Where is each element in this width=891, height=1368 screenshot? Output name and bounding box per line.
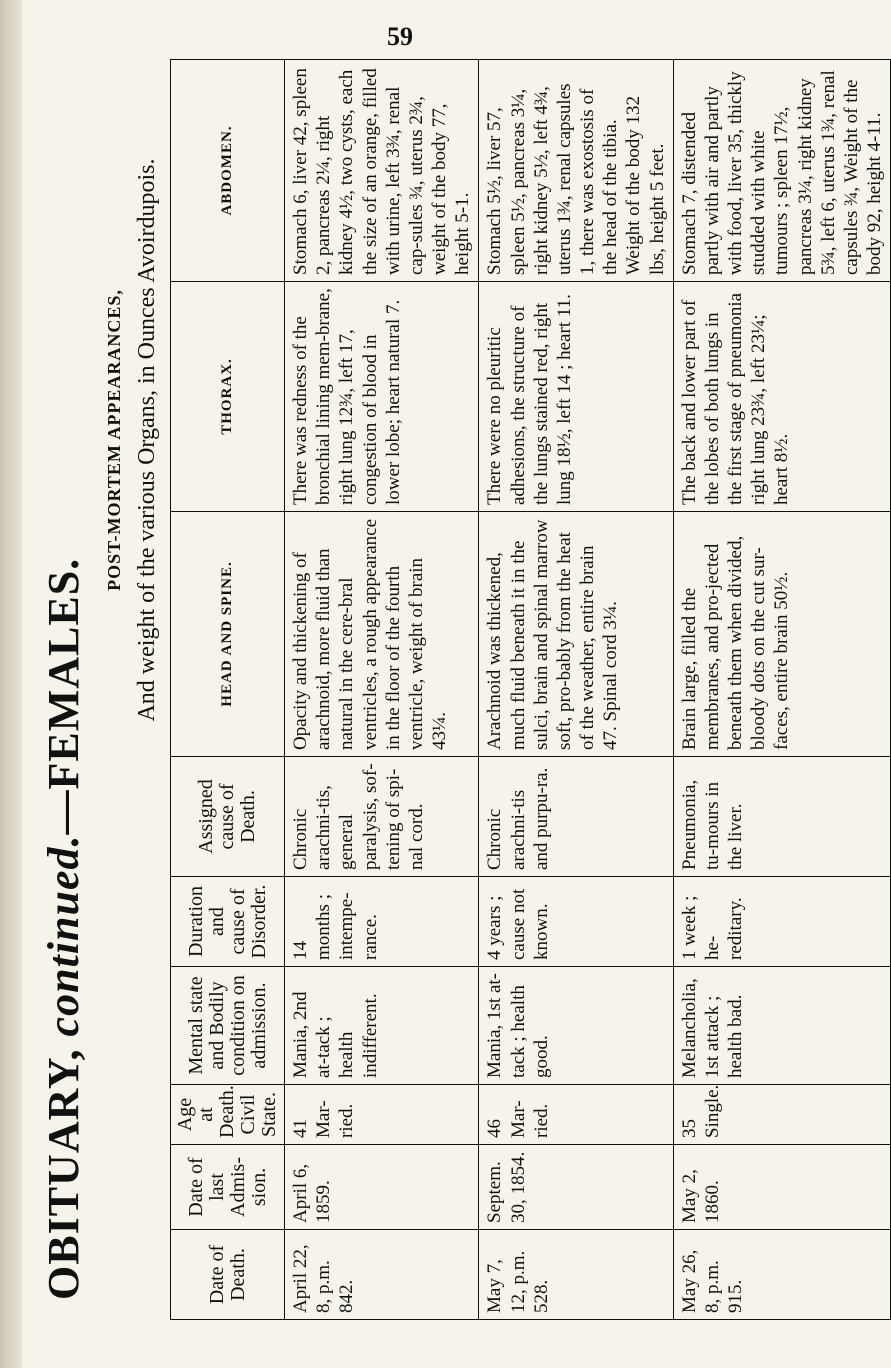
cell-mental-state: Melancholia, 1st attack ; health bad. [673,967,891,1085]
rotated-page-content [30,60,886,1320]
col-abdomen: ABDOMEN. [171,60,285,282]
cell-abdomen: Stomach 6, liver 42, spleen 2, pancreas 2¼, right kidney 4½, two cysts, each the size of an orange, filled with urine, left 3¾, renal cap-sules ¾, uterus 2¾, weight of the body 77, height 5-1. [285,60,479,282]
cell-age: 35 Single. [673,1085,891,1145]
col-mental-state: Mental state and Bodily condition on admission. [171,967,285,1085]
cell-thorax: The back and lower part of the lobes of both lungs in the first stage of pneumonia right lung 23¾, left 23¼; heart 8½. [673,282,891,512]
obituary-table [170,59,891,1320]
cell-head-and-spine: Arachnoid was thickened, much fluid beneath it in the sulci, brain and spinal marrow soft, pro-bably from the heat of the weather, entire brain 47. Spinal cord 3¼. [479,512,673,757]
post-mortem-subheading: And weight of the various Organs, in Ounces Avoirdupois. [134,158,160,722]
col-age-civil-state: Age at Death. Civil State. [171,1085,285,1145]
col-assigned-cause: Assigned cause of Death. [171,757,285,877]
cell-assigned-cause: Pneumonia, tu-mours in the liver. [673,757,891,877]
cell-date-of-death: May 26, 8, p.m. 915. [673,1230,891,1320]
cell-thorax: There was redness of the bronchial lining mem-brane, right lung 12¾, left 17, congestion of blood in lower lobe; heart natural 7. [285,282,479,512]
cell-mental-state: Mania, 2nd at-tack ; health indifferent. [285,967,479,1085]
col-thorax: THORAX. [171,282,285,512]
running-title-main: OBITUARY, [39,1048,88,1300]
cell-duration: 4 years ; cause not known. [479,877,673,967]
col-date-of-death: Date of Death. [171,1230,285,1320]
col-duration: Duration and cause of Disorder. [171,877,285,967]
cell-duration: 1 week ; he-reditary. [673,877,891,967]
cell-head-and-spine: Opacity and thickening of arachnoid, more fluid than natural in the cere-bral ventricles, a rough appearance in the floor of the fourth ventricle, weight of brain 43¼. [285,512,479,757]
running-title-continued: continued. [39,834,88,1037]
page-number: 59 [387,22,413,51]
cell-date-of-death: May 7, 12, p.m. 528. [479,1230,673,1320]
cell-assigned-cause: Chronic arachni-tis, general paralysis, sof-tening of spi-nal cord. [285,757,479,877]
cell-date-of-admission: May 2, 1860. [673,1145,891,1230]
cell-date-of-death: April 22, 8, p.m. 842. [285,1230,479,1320]
header-row [171,60,285,1320]
running-title [38,80,89,1300]
col-head-and-spine: HEAD AND SPINE. [171,512,285,757]
running-title-females: —FEMALES. [39,557,88,835]
cell-age: 46 Mar-ried. [479,1085,673,1145]
cell-abdomen: Stomach 7, distended partly with air and partly with food, liver 35, thickly studded with white tumours ; spleen 17½, pancreas 3¼, right kidney 5¾, left 6, uterus 1¾, renal capsules ¾, Weight of the body 92, height 4-11. [673,60,891,282]
table-row [479,60,673,1320]
table-row [673,60,891,1320]
cell-date-of-admission: Septem. 30, 1854. [479,1145,673,1230]
cell-abdomen: Stomach 5½, liver 57, spleen 5½, pancreas 3¼, right kidney 5½, left 4¾, uterus 1¾, renal capsules 1, there was exostosis of the head of the tibia. Weight of the body 132 lbs, height 5 feet. [479,60,673,282]
cell-head-and-spine: Brain large, filled the membranes, and pro-jected beneath them when divided, bloody dots on the cut sur-faces, entire brain 50½. [673,512,891,757]
cell-date-of-admission: April 6, 1859. [285,1145,479,1230]
cell-assigned-cause: Chronic arachni-tis and purpu-ra. [479,757,673,877]
table-row [285,60,479,1320]
binding-edge [0,0,22,1368]
cell-mental-state: Mania, 1st at-tack ; health good. [479,967,673,1085]
cell-age: 41 Mar-ried. [285,1085,479,1145]
cell-thorax: There were no pleuritic adhesions, the structure of the lungs stained red, right lung 18½, left 14 ; heart 11. [479,282,673,512]
cell-duration: 14 months ; intempe-rance. [285,877,479,967]
col-date-of-admission: Date of last Admis-sion. [171,1145,285,1230]
post-mortem-heading: POST-MORTEM APPEARANCES, [104,289,124,591]
